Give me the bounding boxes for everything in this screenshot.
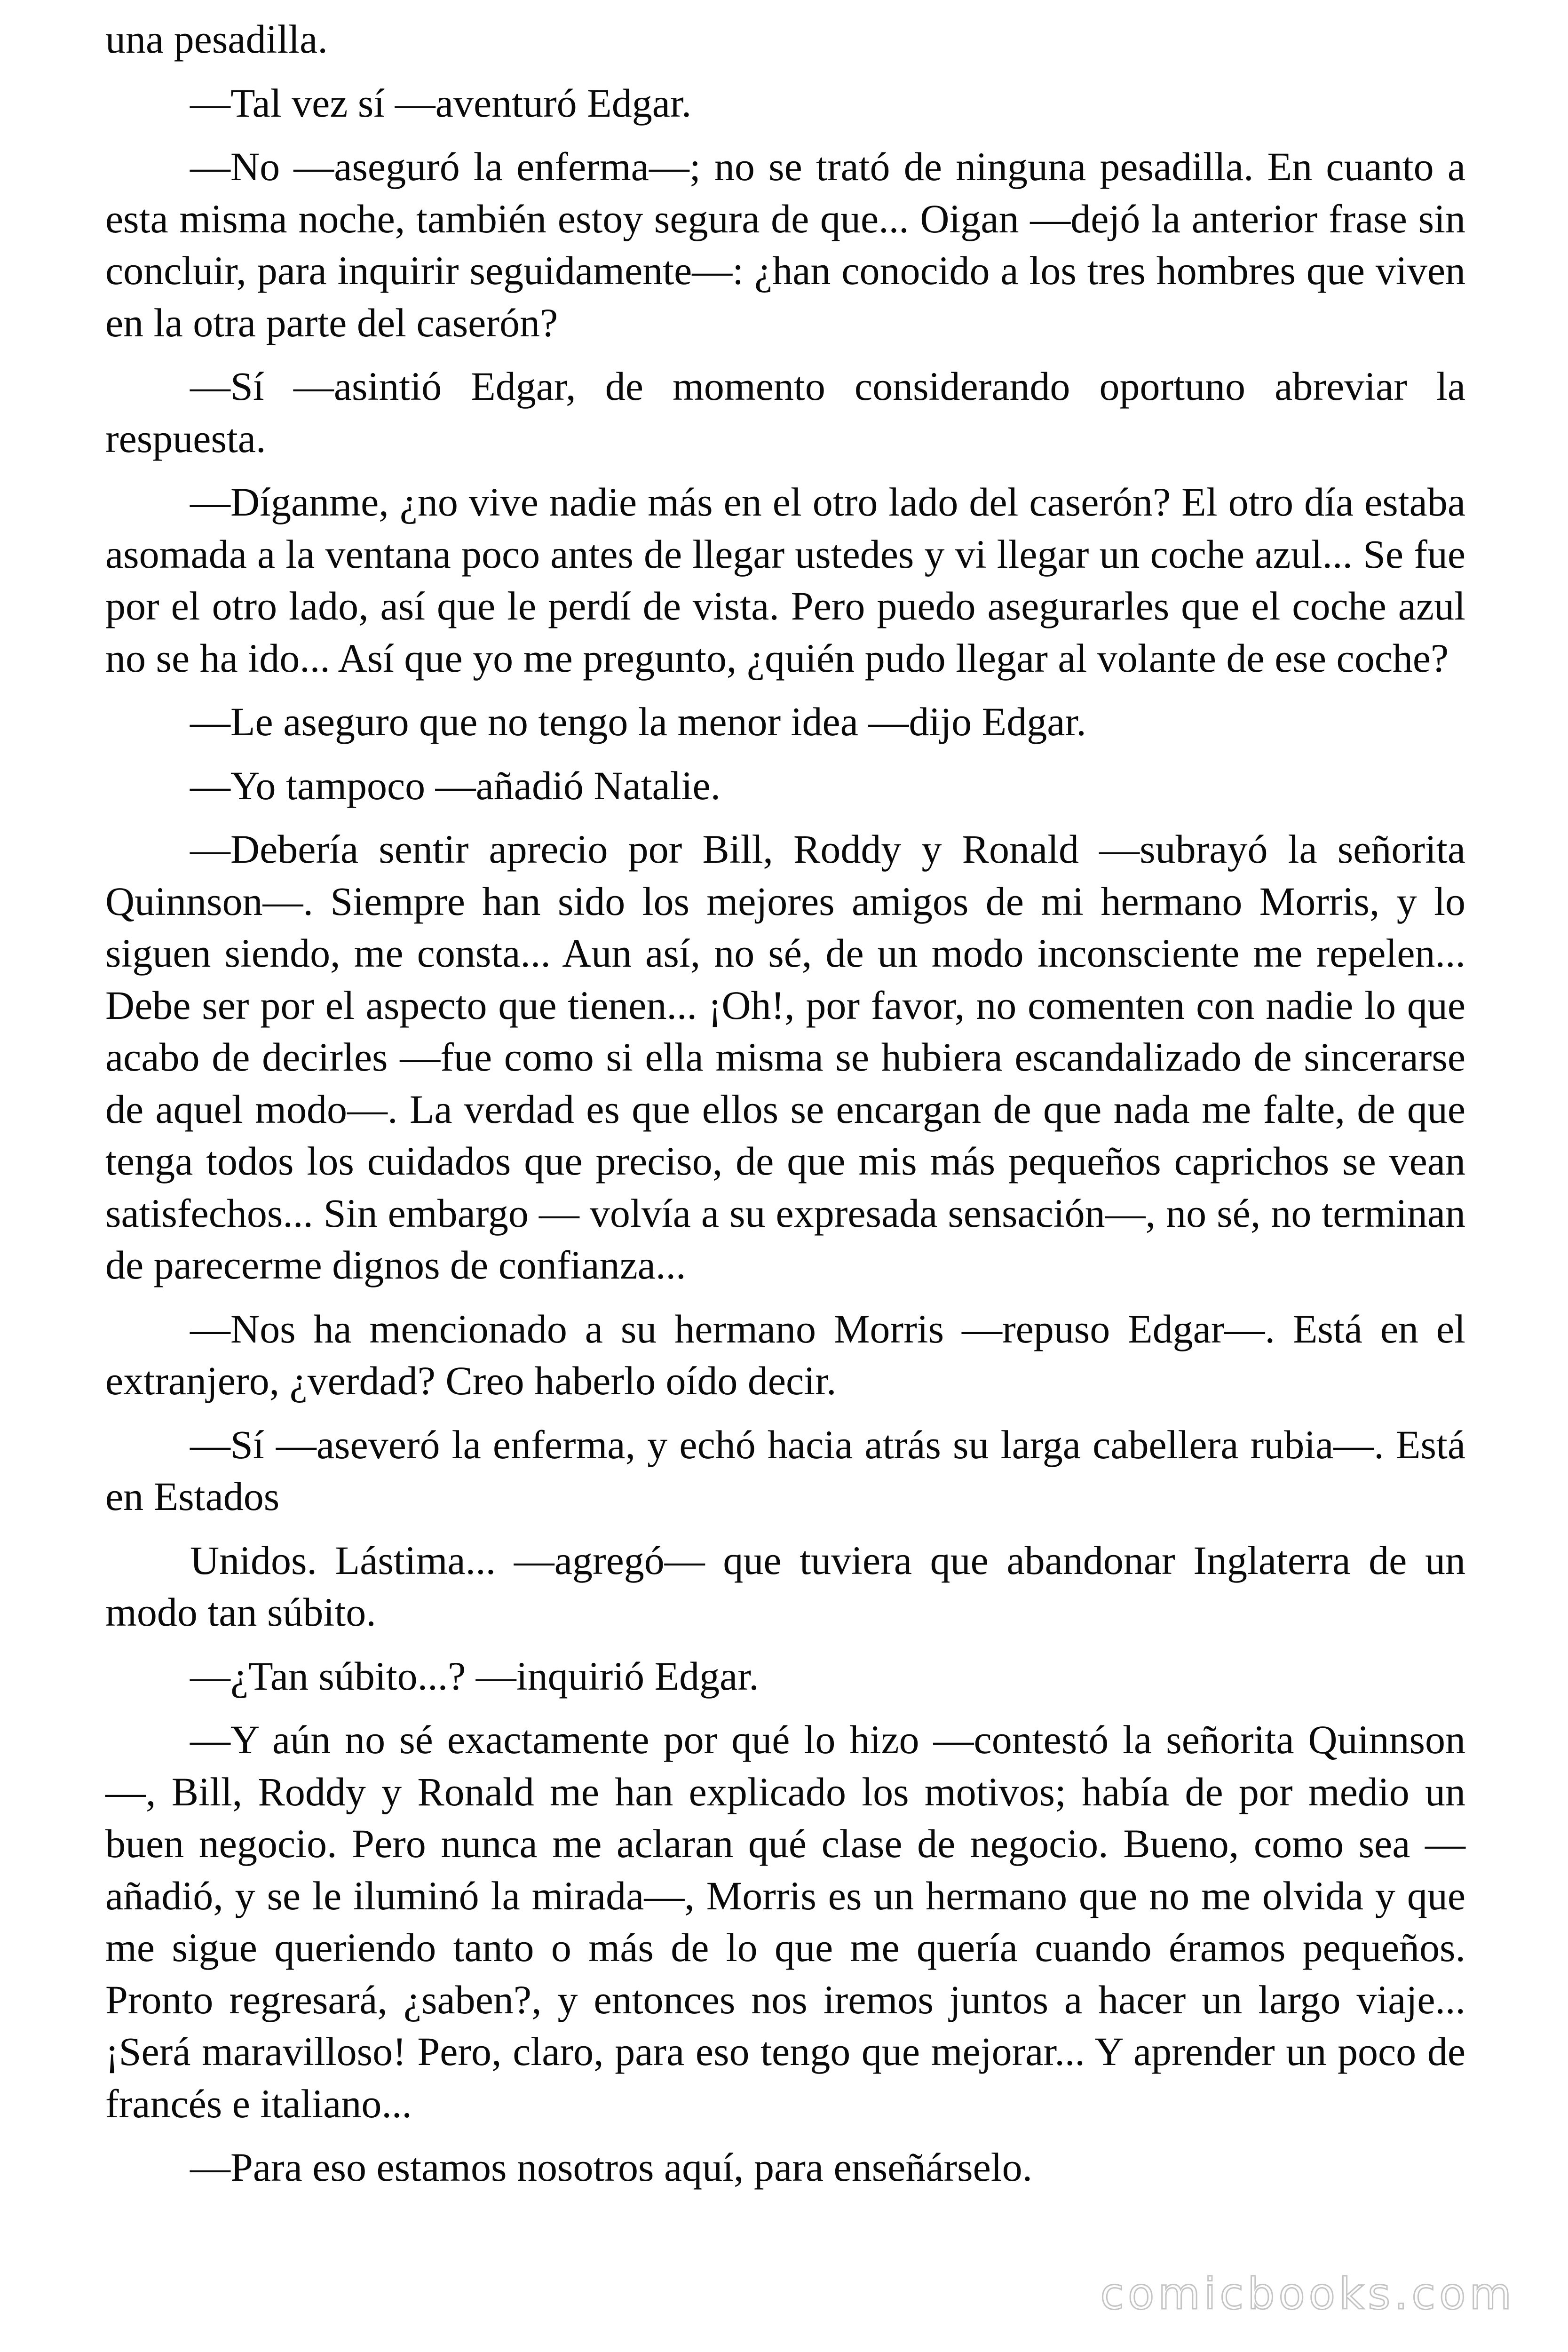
- paragraph-13: —Y aún no sé exactamente por qué lo hizo —contestó la señorita Quinnson—, Bill, Roddy y Ronald me han explicado los motivos; había de por medio un buen negocio. Pero nunca me aclaran qué clase de negocio. Bueno, como sea —añadió, y se le iluminó la mirada—, Morris es un hermano que no me olvida y que me sigue queriendo tanto o más de lo que me quería cuando éramos pequeños. Pronto regresará, ¿saben?, y entonces nos iremos juntos a hacer un largo viaje... ¡Será maravilloso! Pero, claro, para eso tengo que mejorar... Y aprender un poco de francés e italiano...: [105, 1717, 1465, 2126]
- watermark: comicbooks.com: [1100, 2269, 1515, 2319]
- paragraph-3: —No —aseguró la enferma—; no se trató de ninguna pesadilla. En cuanto a esta misma noche, también estoy segura de que... Oigan —dejó la anterior frase sin concluir, para inquirir seguidamente—: ¿han conocido a los tres hombres que viven en la otra parte del caserón?: [105, 144, 1465, 345]
- paragraph-8: —Debería sentir aprecio por Bill, Roddy y Ronald —subrayó la señorita Quinnson—. Siempre han sido los mejores amigos de mi hermano Morris, y lo siguen siendo, me consta... Aun así, no sé, de un modo inconsciente me repelen... Debe ser por el aspecto que tienen... ¡Oh!, por favor, no comenten con nadie lo que acabo de decirles —fue como si ella misma se hubiera escandalizado de sincerarse de aquel modo—. La verdad es que ellos se encargan de que nada me falte, de que tenga todos los cuidados que preciso, de que mis más pequeños caprichos se vean satisfechos... Sin embargo — volvía a su expresada sensación—, no sé, no terminan de parecerme dignos de confianza...: [105, 826, 1465, 1287]
- paragraph-12: —¿Tan súbito...? —inquirió Edgar.: [190, 1653, 759, 1699]
- paragraph-4: —Sí —asintió Edgar, de momento considerando oportuno abreviar la respuesta.: [105, 364, 1465, 461]
- paragraph-9: —Nos ha mencionado a su hermano Morris —repuso Edgar—. Está en el extranjero, ¿verdad? Creo haberlo oído decir.: [105, 1306, 1465, 1403]
- paragraph-2: —Tal vez sí —aventuró Edgar.: [190, 80, 692, 126]
- paragraph-1: una pesadilla.: [105, 16, 328, 62]
- paragraph-6: —Le aseguro que no tengo la menor idea —dijo Edgar.: [190, 699, 1086, 744]
- body-text: [105, 13, 1465, 2205]
- paragraph-5: —Díganme, ¿no vive nadie más en el otro lado del caserón? El otro día estaba asomada a la ventana poco antes de llegar ustedes y vi llegar un coche azul... Se fue por el otro lado, así que le perdí de vista. Pero puedo asegurarles que el coche azul no se ha ido... Así que yo me pregunto, ¿quién pudo llegar al volante de ese coche?: [105, 479, 1465, 681]
- paragraph-7: —Yo tampoco —añadió Natalie.: [190, 763, 721, 808]
- paragraph-11: Unidos. Lástima... —agregó— que tuviera que abandonar Inglaterra de un modo tan súbito.: [105, 1537, 1465, 1635]
- paragraph-10: —Sí —aseveró la enferma, y echó hacia atrás su larga cabellera rubia—. Está en Estados: [105, 1422, 1465, 1519]
- paragraph-14: —Para eso estamos nosotros aquí, para enseñárselo.: [190, 2145, 1033, 2190]
